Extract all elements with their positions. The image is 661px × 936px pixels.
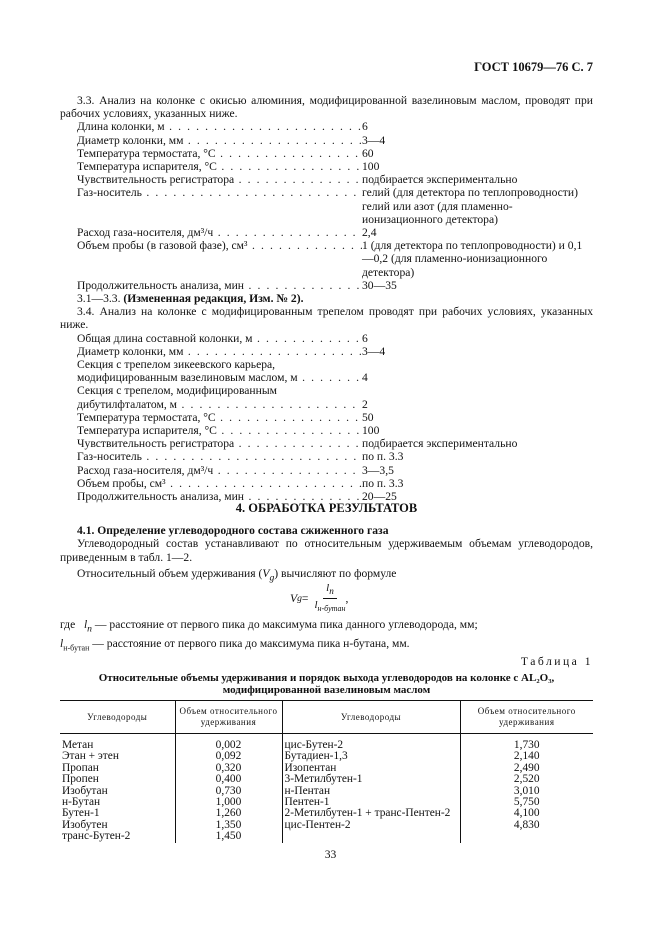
table-row [60, 820, 593, 831]
condition-label: Длина колонки, м . . . [77, 120, 362, 133]
conditions-list-3-4 [77, 332, 593, 504]
table-title-line2: модифицированной вазелиновым маслом [222, 684, 431, 696]
condition-value: 3—4 [362, 133, 386, 147]
condition-label: Диаметр колонки, мм . . . [77, 134, 362, 147]
t: где [60, 618, 76, 631]
document-header: ГОСТ 10679—76 С. 7 [474, 60, 593, 74]
hydrocarbon-cell: Изобутан [62, 784, 108, 797]
t: н-бутан [317, 604, 346, 614]
condition-row [77, 464, 593, 477]
formula-eq: = [301, 592, 309, 606]
hydrocarbon-cell [282, 831, 460, 842]
table-row [60, 831, 593, 842]
condition-value: 6 [362, 331, 368, 345]
column-header: Углеводороды [282, 701, 460, 734]
hydrocarbon-cell: Изобутен [62, 818, 108, 831]
amendment-text: (Измененная редакция, Изм. № 2). [123, 292, 304, 306]
retention-value-cell: 0,320 [175, 763, 282, 774]
condition-value: 2,4 [362, 226, 377, 240]
condition-label: Газ-носитель . . . [77, 186, 362, 226]
condition-value: 100 [362, 160, 380, 174]
symbol-sub: g [269, 572, 275, 584]
retention-table [60, 700, 593, 843]
condition-label: Объем пробы (в газовой фазе), см³ . . . [77, 239, 362, 279]
column-header: Объем относительного удерживания [175, 701, 282, 734]
condition-label: модифицированным вазелиновым маслом, м . . . [77, 371, 362, 384]
condition-label: Температура испарителя, °С . . . [77, 160, 362, 173]
symbol: V [262, 566, 270, 580]
table-row [60, 774, 593, 785]
column-header: Объем относительного удерживания [460, 701, 593, 734]
table-body [60, 734, 593, 843]
table-title [60, 672, 593, 696]
t: — расстояние от первого пика до максимума пика н-бутана, мм. [89, 636, 410, 650]
table-label: Таблица 1 [520, 655, 593, 668]
condition-value: 20—25 [362, 490, 397, 504]
condition-row [77, 424, 593, 437]
condition-value: 30—35 [362, 278, 397, 292]
formula-denominator [314, 599, 345, 615]
condition-value: 50 [362, 410, 374, 424]
hydrocarbon-cell: Пропан [62, 761, 99, 774]
condition-value: по п. 3.3 [362, 476, 404, 490]
hydrocarbon-cell: Пентен-1 [282, 797, 460, 808]
text: Относительный объем удерживания ( [77, 566, 263, 580]
amendment-number: 3.1—3.3. [77, 292, 121, 306]
section-3-4-intro: 3.4. Анализ на колонке с модифицированным трепелом проводят при рабочих условиях, указанных ниже. [60, 305, 593, 332]
t: l [60, 636, 64, 650]
condition-row [77, 147, 593, 160]
condition-label: Секция с трепелом зикеевского карьера, [77, 358, 276, 372]
condition-row [77, 411, 593, 424]
condition-value: 4 [362, 371, 368, 385]
formula-vg [290, 582, 348, 616]
retention-value-cell: 0,730 [175, 786, 282, 797]
subsection-4-1-title: 4.1. Определение углеводородного состава сжиженного газа [77, 524, 389, 538]
t: — расстояние от первого пика до максимума пика данного углеводорода, мм; [92, 618, 478, 631]
condition-row [77, 437, 593, 450]
hydrocarbon-cell: Пропен [62, 773, 99, 786]
condition-label: Секция с трепелом, модифицированным [77, 384, 277, 398]
retention-value-cell: 1,000 [175, 797, 282, 808]
condition-row [77, 345, 593, 358]
hydrocarbon-cell: цис-Пентен-2 [282, 820, 460, 831]
amendment-note [60, 292, 593, 305]
retention-value-cell: 4,830 [460, 820, 593, 831]
condition-value: гелий (для детектора по теплопроводности) гелий или азот (для пламенно-ионизационного детектора) [362, 186, 578, 226]
retention-value-cell: 0,002 [175, 734, 282, 752]
retention-value-cell: 2,520 [460, 774, 593, 785]
condition-label: Общая длина составной колонки, м . . . [77, 332, 362, 345]
paragraph-composition: Углеводородный состав устанавливают по относительным удерживаемым объемам углеводородов, приведенным в табл. 1—2. [60, 537, 593, 564]
retention-value-cell: 3,010 [460, 786, 593, 797]
hydrocarbon-cell: Метан [62, 739, 94, 751]
section-3-3 [60, 94, 593, 503]
legend-line-ln [60, 618, 593, 636]
formula-lhs: V [290, 592, 298, 606]
condition-row [77, 173, 593, 186]
legend-line-lbutane [60, 637, 593, 655]
hydrocarbon-cell: 3-Метилбутен-1 [282, 774, 460, 785]
hydrocarbon-cell: н-Пентан [282, 786, 460, 797]
t: l [326, 582, 330, 594]
page-number: 33 [324, 848, 337, 861]
condition-row [77, 239, 593, 279]
condition-row [77, 279, 593, 292]
condition-label: Газ-носитель . . . [77, 450, 362, 463]
hydrocarbon-cell: транс-Бутен-2 [62, 830, 131, 843]
condition-label: Температура испарителя, °С . . . [77, 424, 362, 437]
condition-value: 100 [362, 424, 380, 438]
t: n [87, 623, 92, 635]
condition-label: Объем пробы, см³ . . . [77, 477, 362, 490]
condition-row [77, 186, 593, 226]
hydrocarbon-cell: цис-Бутен-2 [282, 734, 460, 752]
t: l [314, 599, 318, 612]
hydrocarbon-cell: Бутадиен-1,3 [282, 751, 460, 762]
condition-row [77, 120, 593, 133]
t: н-бутан [63, 642, 90, 652]
retention-value-cell [460, 831, 593, 842]
condition-row [77, 371, 593, 384]
condition-label: Температура термостата, °С . . . [77, 411, 362, 424]
formula-legend [60, 618, 593, 654]
condition-value: 3—3,5 [362, 463, 394, 477]
condition-label: Продолжительность анализа, мин . . . [77, 279, 362, 292]
formula-fraction [314, 582, 345, 616]
hydrocarbon-cell: Изопентан [282, 763, 460, 774]
retention-value-cell: 1,450 [175, 831, 282, 842]
table-row [60, 734, 593, 752]
condition-label: Расход газа-носителя, дм³/ч . . . [77, 464, 362, 477]
text: ) вычисляют по формуле [274, 566, 397, 580]
hydrocarbon-cell: 2-Метилбутен-1 + транс-Пентен-2 [282, 808, 460, 819]
section-3-3-intro: 3.3. Анализ на колонке с окисью алюминия, модифицированной вазелиновым маслом, проводят при рабочих условиях, указанных ниже. [60, 94, 593, 121]
condition-label-line [77, 384, 593, 397]
condition-label: Продолжительность анализа, мин . . . [77, 490, 362, 503]
condition-row [77, 332, 593, 345]
condition-label: дибутилфталатом, м . . . [77, 398, 362, 411]
hydrocarbon-cell: Бутен-1 [62, 807, 100, 820]
condition-row [77, 134, 593, 147]
hydrocarbon-cell: Этан + этен [62, 750, 119, 763]
t: l [83, 618, 88, 631]
condition-row [77, 398, 593, 411]
retention-value-cell: 2,140 [460, 751, 593, 762]
condition-value: 60 [362, 146, 374, 160]
retention-value-cell: 0,400 [175, 774, 282, 785]
condition-label: Расход газа-носителя, дм³/ч . . . [77, 226, 362, 239]
condition-label: Чувствительность регистратора . . . [77, 437, 362, 450]
retention-value-cell: 1,260 [175, 808, 282, 819]
retention-value-cell: 2,490 [460, 763, 593, 774]
condition-value: 3—4 [362, 344, 386, 358]
formula-numerator [323, 582, 337, 599]
condition-value: по п. 3.3 [362, 450, 404, 464]
condition-label: Температура термостата, °С . . . [77, 147, 362, 160]
retention-value-cell: 1,350 [175, 820, 282, 831]
hydrocarbon-cell: н-Бутан [62, 796, 101, 809]
condition-row [77, 226, 593, 239]
condition-label: Диаметр колонки, мм . . . [77, 345, 362, 358]
conditions-list-3-3 [77, 120, 593, 292]
formula-lhs-sub: g [297, 593, 302, 605]
retention-value-cell: 0,092 [175, 751, 282, 762]
table-header-row [60, 701, 593, 734]
condition-value: 2 [362, 397, 368, 411]
t: n [329, 586, 334, 597]
retention-value-cell: 1,730 [460, 734, 593, 752]
condition-row [77, 477, 593, 490]
retention-value-cell: 5,750 [460, 797, 593, 808]
retention-value-cell: 4,100 [460, 808, 593, 819]
condition-value: подбирается экспериментально [362, 437, 518, 451]
condition-row [77, 160, 593, 173]
section-4 [60, 502, 593, 584]
section-4-title: 4. ОБРАБОТКА РЕЗУЛЬТАТОВ [235, 501, 418, 515]
condition-label: Чувствительность регистратора . . . [77, 173, 362, 186]
condition-value: 1 (для детектора по теплопроводности) и 0,1—0,2 (для пламенно-ионизационного детектора) [362, 239, 583, 279]
column-header: Углеводороды [60, 701, 175, 734]
condition-value: 6 [362, 120, 368, 134]
condition-label-line [77, 358, 593, 371]
condition-value: подбирается экспериментально [362, 173, 518, 187]
table-title-line1: Относительные объемы удерживания и порядок выхода углеводородов на колонке с AL₂O₃, [98, 672, 555, 684]
formula-comma: , [345, 592, 349, 606]
condition-row [77, 450, 593, 463]
